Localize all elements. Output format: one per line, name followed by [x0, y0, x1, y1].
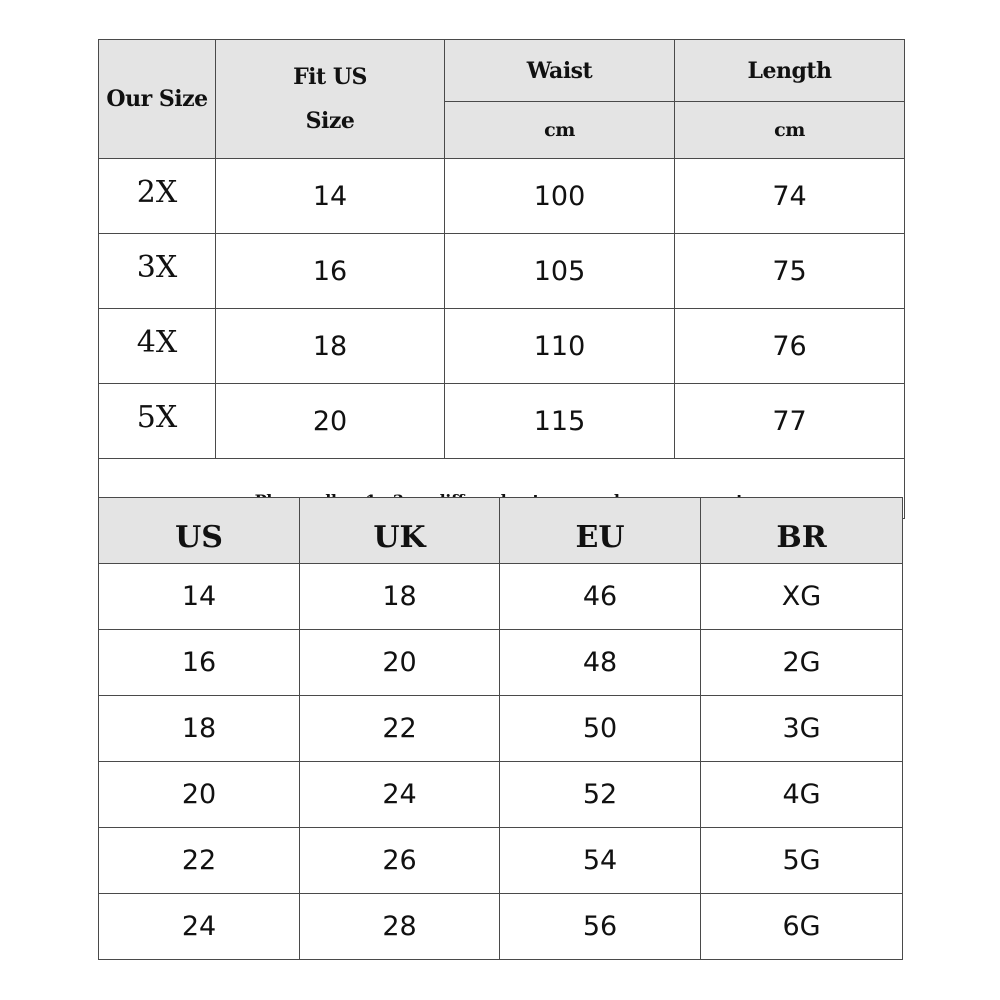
br-cell: 2G — [701, 630, 903, 696]
br-cell: 6G — [701, 894, 903, 960]
eu-cell: 46 — [500, 564, 701, 630]
length-cell: 76 — [675, 309, 905, 384]
waist-cell: 105 — [445, 234, 675, 309]
eu-cell: 54 — [500, 828, 701, 894]
fit-us-header-line2: Size — [305, 108, 355, 134]
uk-cell: 24 — [300, 762, 500, 828]
size-chart-row — [99, 384, 905, 459]
length-cell: 74 — [675, 159, 905, 234]
br-header: BR — [701, 498, 903, 564]
fit-us-cell: 16 — [216, 234, 445, 309]
eu-cell: 52 — [500, 762, 701, 828]
us-cell: 22 — [99, 828, 300, 894]
our-size-cell: 5X — [99, 384, 216, 459]
eu-cell: 48 — [500, 630, 701, 696]
waist-cell: 110 — [445, 309, 675, 384]
us-cell: 24 — [99, 894, 300, 960]
length-cell: 77 — [675, 384, 905, 459]
conversion-row — [99, 630, 903, 696]
our-size-cell: 4X — [99, 309, 216, 384]
conversion-row — [99, 696, 903, 762]
eu-cell: 56 — [500, 894, 701, 960]
uk-cell: 26 — [300, 828, 500, 894]
size-conversion-table — [98, 497, 903, 960]
us-header: US — [99, 498, 300, 564]
waist-unit-header: cm — [445, 102, 675, 159]
uk-cell: 28 — [300, 894, 500, 960]
waist-cell: 115 — [445, 384, 675, 459]
conversion-row — [99, 564, 903, 630]
br-cell: 4G — [701, 762, 903, 828]
conversion-row — [99, 894, 903, 960]
uk-cell: 20 — [300, 630, 500, 696]
conversion-row — [99, 828, 903, 894]
uk-cell: 18 — [300, 564, 500, 630]
size-chart-header-row — [99, 40, 905, 102]
fit-us-header-line1: Fit US — [293, 64, 367, 90]
length-unit-header: cm — [675, 102, 905, 159]
our-size-header: Our Size — [99, 40, 216, 159]
fit-us-cell: 18 — [216, 309, 445, 384]
waist-header: Waist — [445, 40, 675, 102]
size-chart-table — [98, 39, 905, 519]
size-chart-row — [99, 234, 905, 309]
br-cell: 3G — [701, 696, 903, 762]
uk-cell: 22 — [300, 696, 500, 762]
us-cell: 18 — [99, 696, 300, 762]
us-cell: 14 — [99, 564, 300, 630]
conversion-header-row — [99, 498, 903, 564]
uk-header: UK — [300, 498, 500, 564]
waist-cell: 100 — [445, 159, 675, 234]
size-chart-row — [99, 309, 905, 384]
eu-header: EU — [500, 498, 701, 564]
our-size-cell: 2X — [99, 159, 216, 234]
length-cell: 75 — [675, 234, 905, 309]
eu-cell: 50 — [500, 696, 701, 762]
us-cell: 16 — [99, 630, 300, 696]
br-cell: XG — [701, 564, 903, 630]
fit-us-cell: 14 — [216, 159, 445, 234]
size-chart-row — [99, 159, 905, 234]
fit-us-size-header — [216, 40, 445, 159]
conversion-row — [99, 762, 903, 828]
our-size-cell: 3X — [99, 234, 216, 309]
br-cell: 5G — [701, 828, 903, 894]
fit-us-cell: 20 — [216, 384, 445, 459]
length-header: Length — [675, 40, 905, 102]
us-cell: 20 — [99, 762, 300, 828]
